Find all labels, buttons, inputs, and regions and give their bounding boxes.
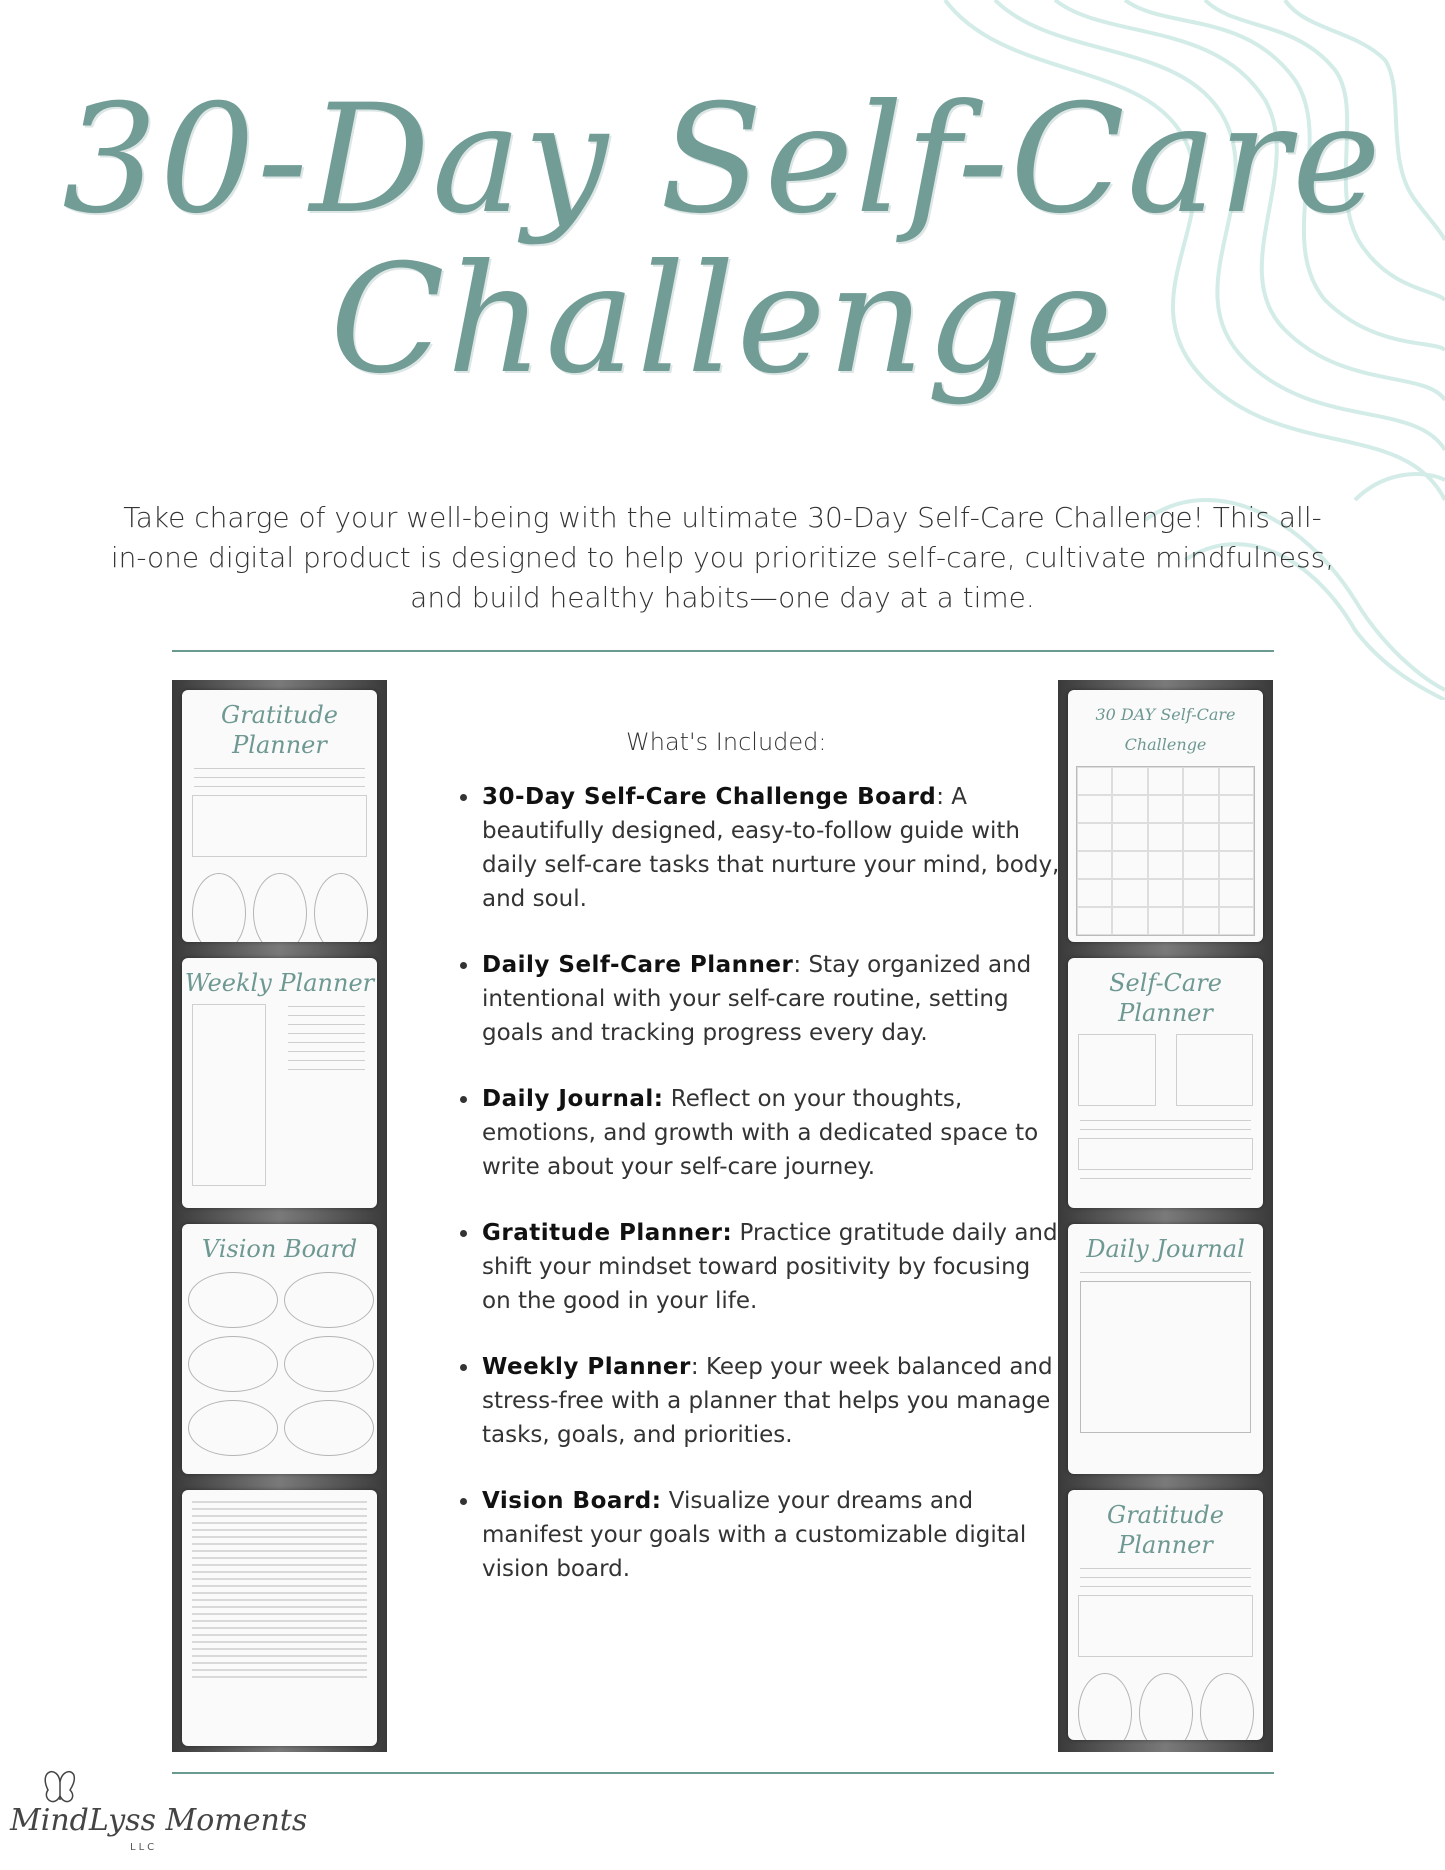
item-description: : Keep your week balanced and stress-free with a planner that helps you manage tasks, goals, and priorities.: [482, 1354, 1053, 1448]
list-item: [480, 1216, 1060, 1318]
item-name: Gratitude Planner:: [482, 1220, 733, 1246]
whats-included-heading: What's Included:: [626, 728, 827, 756]
item-name: Vision Board:: [482, 1488, 662, 1514]
item-description: : Stay organized and intentional with your self-care routine, setting goals and tracking progress every day.: [482, 952, 1032, 1046]
item-description: Practice gratitude daily and shift your mindset toward positivity by focusing on the good in your life.: [482, 1220, 1058, 1314]
thumb-title: Gratitude Planner: [1107, 1501, 1224, 1559]
thumb-title: Vision Board: [201, 1235, 358, 1263]
thumb-self-care-planner: [1068, 958, 1263, 1208]
divider-bottom: [172, 1772, 1274, 1774]
logo-name: MindLyss Moments: [10, 1803, 308, 1838]
item-name: Weekly Planner: [482, 1354, 691, 1380]
preview-strip-left: [172, 680, 387, 1752]
item-name: Daily Self-Care Planner: [482, 952, 794, 978]
thumb-title: Self-Care Planner: [1109, 969, 1222, 1027]
thumb-30-day-challenge: [1068, 690, 1263, 942]
item-description: : A beautifully designed, easy-to-follow guide with daily self-care tasks that nurture your mind, body, and soul.: [482, 784, 1060, 912]
thumb-title: Daily Journal: [1086, 1235, 1245, 1263]
page-title-line-1: 30-Day Self-Care: [62, 73, 1383, 247]
divider-top: [172, 650, 1274, 652]
item-description: Reflect on your thoughts, emotions, and growth with a dedicated space to write about your self-care journey.: [482, 1086, 1039, 1180]
list-item: [480, 1484, 1060, 1586]
included-items-list: [440, 780, 1060, 1618]
thumb-title: 30 DAY Self-Care Challenge: [1095, 705, 1236, 754]
thumb-terms-document: [182, 1490, 377, 1746]
thumb-title: Weekly Planner: [184, 969, 375, 997]
thumb-title: Gratitude Planner: [221, 701, 338, 759]
item-name: Daily Journal:: [482, 1086, 664, 1112]
intro-paragraph: Take charge of your well-being with the ultimate 30-Day Self-Care Challenge! This all-in-one digital product is designed to help you prioritize self-care, cultivate mindfulness, and build healthy habits—one day at a time.: [110, 501, 1335, 614]
page-title-line-2: Challenge: [330, 233, 1115, 407]
item-description: Visualize your dreams and manifest your goals with a customizable digital vision board.: [482, 1488, 1027, 1582]
list-item: [480, 1082, 1060, 1184]
thumb-gratitude-planner: [1068, 1490, 1263, 1740]
thumb-daily-journal: [1068, 1224, 1263, 1474]
logo-suffix: LLC: [130, 1842, 158, 1853]
list-item: [480, 780, 1060, 916]
thumb-vision-board: [182, 1224, 377, 1474]
thumb-gratitude-planner: [182, 690, 377, 942]
thumb-weekly-planner: [182, 958, 377, 1208]
list-item: [480, 1350, 1060, 1452]
item-name: 30-Day Self-Care Challenge Board: [482, 784, 937, 810]
preview-strip-right: [1058, 680, 1273, 1752]
list-item: [480, 948, 1060, 1050]
